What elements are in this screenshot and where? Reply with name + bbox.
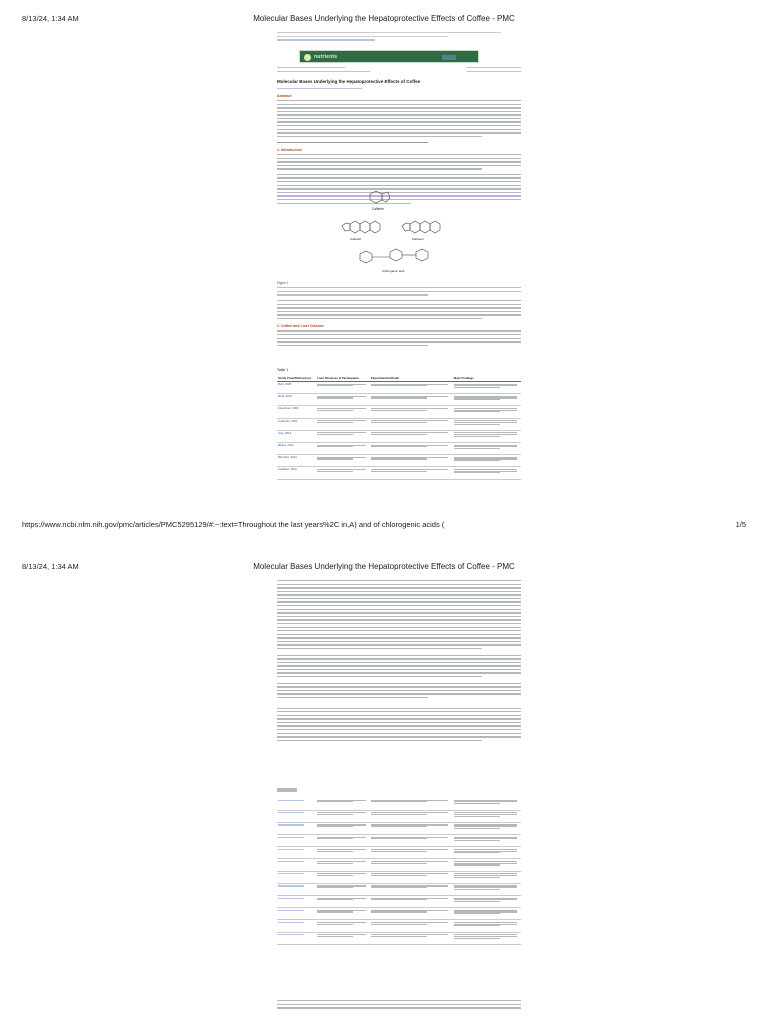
table-row	[277, 822, 521, 834]
table-cell	[370, 822, 453, 834]
table-cell	[453, 455, 521, 467]
pmc-notice-banner	[277, 32, 521, 50]
col-study: Study (Year/Reference)	[277, 376, 316, 382]
table-cell	[370, 442, 453, 454]
table-cell	[316, 847, 370, 859]
table-cell	[453, 871, 521, 883]
table-cell[interactable]	[277, 847, 316, 859]
table-cell	[453, 822, 521, 834]
keywords	[277, 142, 521, 146]
print-date: 8/13/24, 1:34 AM	[22, 14, 79, 23]
table-cell	[453, 418, 521, 430]
table-cell	[453, 908, 521, 920]
table-row	[277, 871, 521, 883]
print-header	[22, 14, 746, 26]
table-row	[277, 859, 521, 871]
table-row	[277, 455, 521, 467]
table-row	[277, 835, 521, 847]
print-date-2: 8/13/24, 1:34 AM	[22, 562, 79, 571]
print-header-2	[22, 562, 746, 574]
table-cell[interactable]	[277, 810, 316, 822]
table-cell	[316, 871, 370, 883]
cafestol-label: Cafestol	[350, 237, 362, 241]
table-1	[277, 376, 521, 480]
table-cell	[370, 847, 453, 859]
pdf-page-2	[0, 548, 768, 1024]
table-cell	[370, 871, 453, 883]
caffeine-label: Caffeine	[372, 207, 384, 211]
caffeine-structure	[370, 191, 390, 203]
table-cell	[453, 467, 521, 479]
table-cell	[316, 883, 370, 895]
table-cell	[370, 467, 453, 479]
print-title-2: Molecular Bases Underlying the Hepatoprotective Effects of Coffee - PMC	[253, 562, 515, 571]
table-row	[277, 467, 521, 479]
table-cell	[370, 406, 453, 418]
table-cell[interactable]: Catalano, 2010	[277, 467, 316, 479]
body-text-continued	[277, 300, 521, 348]
table-cell	[453, 430, 521, 442]
table-row	[277, 442, 521, 454]
mdpi-tag	[442, 55, 456, 60]
table-2-title	[277, 788, 297, 792]
table-cell	[453, 810, 521, 822]
table-row	[277, 932, 521, 944]
table-cell	[370, 920, 453, 932]
table-row	[277, 908, 521, 920]
table-cell[interactable]	[277, 822, 316, 834]
table-cell	[370, 382, 453, 394]
col-findings: Main Findings	[453, 376, 521, 382]
table-cell	[316, 394, 370, 406]
table-cell	[316, 798, 370, 810]
table-cell	[453, 442, 521, 454]
chlorogenic-structure	[360, 249, 428, 263]
table-cell	[453, 847, 521, 859]
section-heading-studies: 2. Coffee and Liver Disease	[277, 324, 324, 329]
figure-caption	[277, 281, 521, 298]
kahweol-label: Kahweol	[412, 237, 424, 241]
article-title: Molecular Bases Underlying the Hepatoprotective Effects of Coffee	[277, 79, 421, 84]
table-cell	[453, 883, 521, 895]
table-1-title: Table 1	[277, 368, 289, 372]
table-cell	[316, 467, 370, 479]
table-cell	[316, 908, 370, 920]
table-cell[interactable]: Modi, 2010	[277, 394, 316, 406]
table-cell	[316, 920, 370, 932]
table-cell	[370, 835, 453, 847]
table-cell	[316, 418, 370, 430]
table-row	[277, 382, 521, 394]
footer-page-number: 1/5	[735, 520, 746, 529]
page2-body-text	[277, 580, 521, 743]
table-cell	[453, 835, 521, 847]
table-row	[277, 430, 521, 442]
table-cell	[370, 896, 453, 908]
table-row	[277, 920, 521, 932]
table-cell[interactable]: Anty, 2012	[277, 430, 316, 442]
chlorogenic-label: Chlorogenic acid	[382, 269, 405, 273]
table-cell[interactable]	[277, 932, 316, 944]
table-row	[277, 896, 521, 908]
col-disease: Liver Diseases & Participants	[316, 376, 370, 382]
table-cell	[316, 810, 370, 822]
kahweol-structure	[402, 221, 440, 233]
col-model: Experimental Model	[370, 376, 453, 382]
section-heading-abstract: Abstract	[277, 94, 292, 98]
table-cell	[316, 442, 370, 454]
table-cell	[453, 382, 521, 394]
table-cell	[316, 822, 370, 834]
table-2	[277, 798, 521, 945]
structure-diagram	[330, 186, 470, 278]
table-cell[interactable]: Molloy, 2012	[277, 442, 316, 454]
table-cell	[453, 920, 521, 932]
table-cell	[453, 896, 521, 908]
table-cell	[316, 455, 370, 467]
figure-1-link[interactable]: Figure 1	[277, 281, 289, 285]
table-cell	[370, 418, 453, 430]
table-cell[interactable]: Ruhl, 2005	[277, 382, 316, 394]
abstract-section	[277, 94, 521, 139]
table-cell[interactable]: Birerdinc, 2012	[277, 455, 316, 467]
cafestol-structure	[342, 221, 380, 233]
table-cell	[370, 908, 453, 920]
journal-name: nutrients	[314, 54, 338, 60]
table-cell[interactable]	[277, 908, 316, 920]
table-cell	[316, 896, 370, 908]
journal-banner[interactable]	[299, 50, 479, 63]
table-cell	[453, 859, 521, 871]
table-row	[277, 810, 521, 822]
table-row	[277, 847, 521, 859]
table-cell	[316, 835, 370, 847]
table-cell	[453, 394, 521, 406]
table-cell	[316, 859, 370, 871]
page2-text-after-table	[277, 1000, 521, 1011]
figure-1-structures	[330, 186, 470, 278]
table-cell	[370, 810, 453, 822]
table-cell	[316, 932, 370, 944]
table-cell	[370, 883, 453, 895]
table-cell[interactable]	[277, 835, 316, 847]
table-cell	[316, 382, 370, 394]
table-cell[interactable]	[277, 798, 316, 810]
table-cell	[316, 430, 370, 442]
table-cell[interactable]	[277, 871, 316, 883]
table-cell	[370, 430, 453, 442]
table-cell	[370, 859, 453, 871]
footer-url: https://www.ncbi.nlm.nih.gov/pmc/articles/PMC5295129/#:~:text=Throughout the last years%2C in,A) and of chlorogenic acids (	[22, 520, 445, 529]
table-cell	[370, 798, 453, 810]
table-cell[interactable]	[277, 859, 316, 871]
table-cell	[370, 394, 453, 406]
table-cell	[453, 798, 521, 810]
table-cell	[370, 455, 453, 467]
section-heading-intro: 1. Introduction	[277, 148, 302, 152]
journal-logo-icon	[304, 54, 311, 61]
table-cell	[453, 406, 521, 418]
citation-meta	[277, 67, 521, 77]
table-row	[277, 418, 521, 430]
table-row	[277, 406, 521, 418]
table-cell[interactable]	[277, 896, 316, 908]
authors-line[interactable]	[277, 86, 521, 92]
table-cell[interactable]	[277, 920, 316, 932]
table-cell	[370, 932, 453, 944]
table-cell[interactable]	[277, 883, 316, 895]
print-title: Molecular Bases Underlying the Hepatoprotective Effects of Coffee - PMC	[253, 14, 515, 23]
table-cell	[453, 932, 521, 944]
table-row	[277, 394, 521, 406]
table-cell[interactable]: Costentin, 2011	[277, 418, 316, 430]
table-row	[277, 883, 521, 895]
table-cell	[316, 406, 370, 418]
table-cell[interactable]: Freedman, 2009	[277, 406, 316, 418]
table-row	[277, 798, 521, 810]
table-1-body	[277, 382, 521, 480]
table-2-body	[277, 798, 521, 944]
